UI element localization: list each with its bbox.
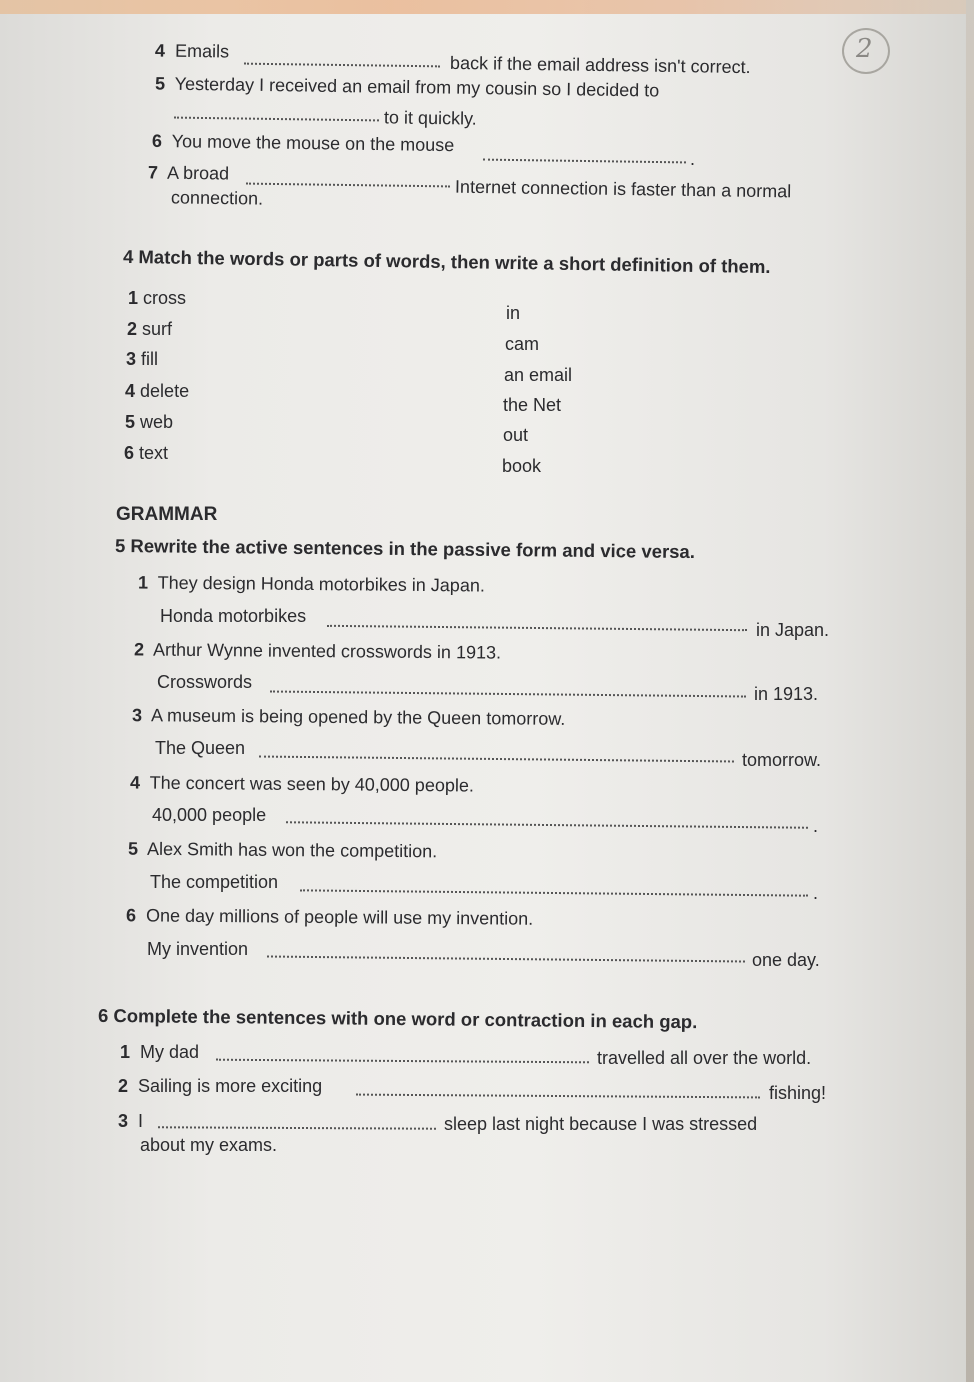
ex4-heading: 4 Match the words or parts of words, then write a short definition of them.: [122, 245, 771, 278]
ex5-item-2-end: in 1913.: [754, 684, 819, 704]
ex5-item-2-start: Crosswords: [157, 672, 253, 692]
ex5-item-5-start: The competition: [150, 872, 279, 892]
ex3-item-7-after: Internet connection is faster than a normal: [454, 176, 792, 202]
ex3-item-7: 7 A broad: [147, 162, 230, 184]
ex5-item-6-end: one day.: [752, 950, 820, 970]
score-circle-mark: 2: [842, 28, 890, 74]
ex3-item-5-after: to it quickly.: [383, 107, 477, 129]
ex5-heading: 5 Rewrite the active sentences in the passive form and vice versa.: [114, 534, 696, 563]
ex6-item-1: 1 My dad: [120, 1042, 200, 1062]
ex4-left-5: 5 web: [125, 412, 174, 432]
top-edge-strip: [0, 0, 974, 14]
ex3-item-7-after-cont: connection.: [170, 187, 264, 209]
right-edge-strip: [966, 0, 974, 1382]
ex6-item-1-after: travelled all over the world.: [597, 1048, 812, 1068]
ex4-right-5: out: [503, 425, 529, 445]
ex5-item-1: 1 They design Honda motorbikes in Japan.: [137, 572, 485, 596]
ex3-item-5: 5 Yesterday I received an email from my cousin so I decided to: [154, 73, 660, 101]
ex4-right-4: the Net: [503, 395, 562, 415]
ex3-item-6: 6 You move the mouse on the mouse: [151, 130, 455, 156]
ex5-item-3-start: The Queen: [155, 738, 246, 758]
ex4-left-4: 4 delete: [125, 381, 190, 401]
grammar-section-title: GRAMMAR: [116, 504, 218, 525]
ex6-item-3: 3 I: [118, 1111, 144, 1131]
ex4-right-1: in: [506, 303, 521, 323]
ex5-item-6: 6 One day millions of people will use my invention.: [125, 905, 534, 929]
ex6-item-2-after: fishing!: [769, 1083, 827, 1103]
ex5-item-5: 5 Alex Smith has won the competition.: [127, 838, 438, 862]
ex5-item-4-end: .: [813, 816, 819, 836]
ex4-right-6: book: [502, 456, 542, 476]
ex5-item-1-end: in Japan.: [756, 620, 830, 640]
ex5-item-5-end: .: [813, 883, 819, 903]
ex5-item-3-end: tomorrow.: [742, 750, 822, 770]
ex6-heading: 6 Complete the sentences with one word or contraction in each gap.: [97, 1004, 698, 1033]
ex6-item-2: 2 Sailing is more exciting: [118, 1076, 323, 1096]
ex4-right-2: cam: [505, 334, 540, 354]
ex5-item-4: 4 The concert was seen by 40,000 people.: [129, 772, 475, 796]
ex4-right-3: an email: [504, 365, 573, 385]
ex4-left-6: 6 text: [124, 443, 169, 463]
ex3-item-4: 4 Emails: [154, 40, 230, 62]
ex3-item-6-after: .: [690, 149, 696, 169]
ex4-left-2: 2 surf: [127, 319, 173, 339]
ex5-item-4-start: 40,000 people: [152, 805, 267, 825]
ex5-item-2: 2 Arthur Wynne invented crosswords in 1913.: [133, 639, 502, 663]
ex5-item-3: 3 A museum is being opened by the Queen tomorrow.: [131, 705, 566, 729]
ex5-item-6-start: My invention: [147, 939, 249, 959]
ex4-left-1: 1 cross: [128, 288, 187, 308]
ex6-item-3-after-cont: about my exams.: [140, 1135, 278, 1155]
ex4-left-3: 3 fill: [126, 349, 159, 369]
ex3-item-4-after: back if the email address isn't correct.: [449, 52, 751, 78]
ex5-item-1-start: Honda motorbikes: [160, 606, 307, 626]
ex6-item-3-after: sleep last night because I was stressed: [444, 1114, 758, 1134]
